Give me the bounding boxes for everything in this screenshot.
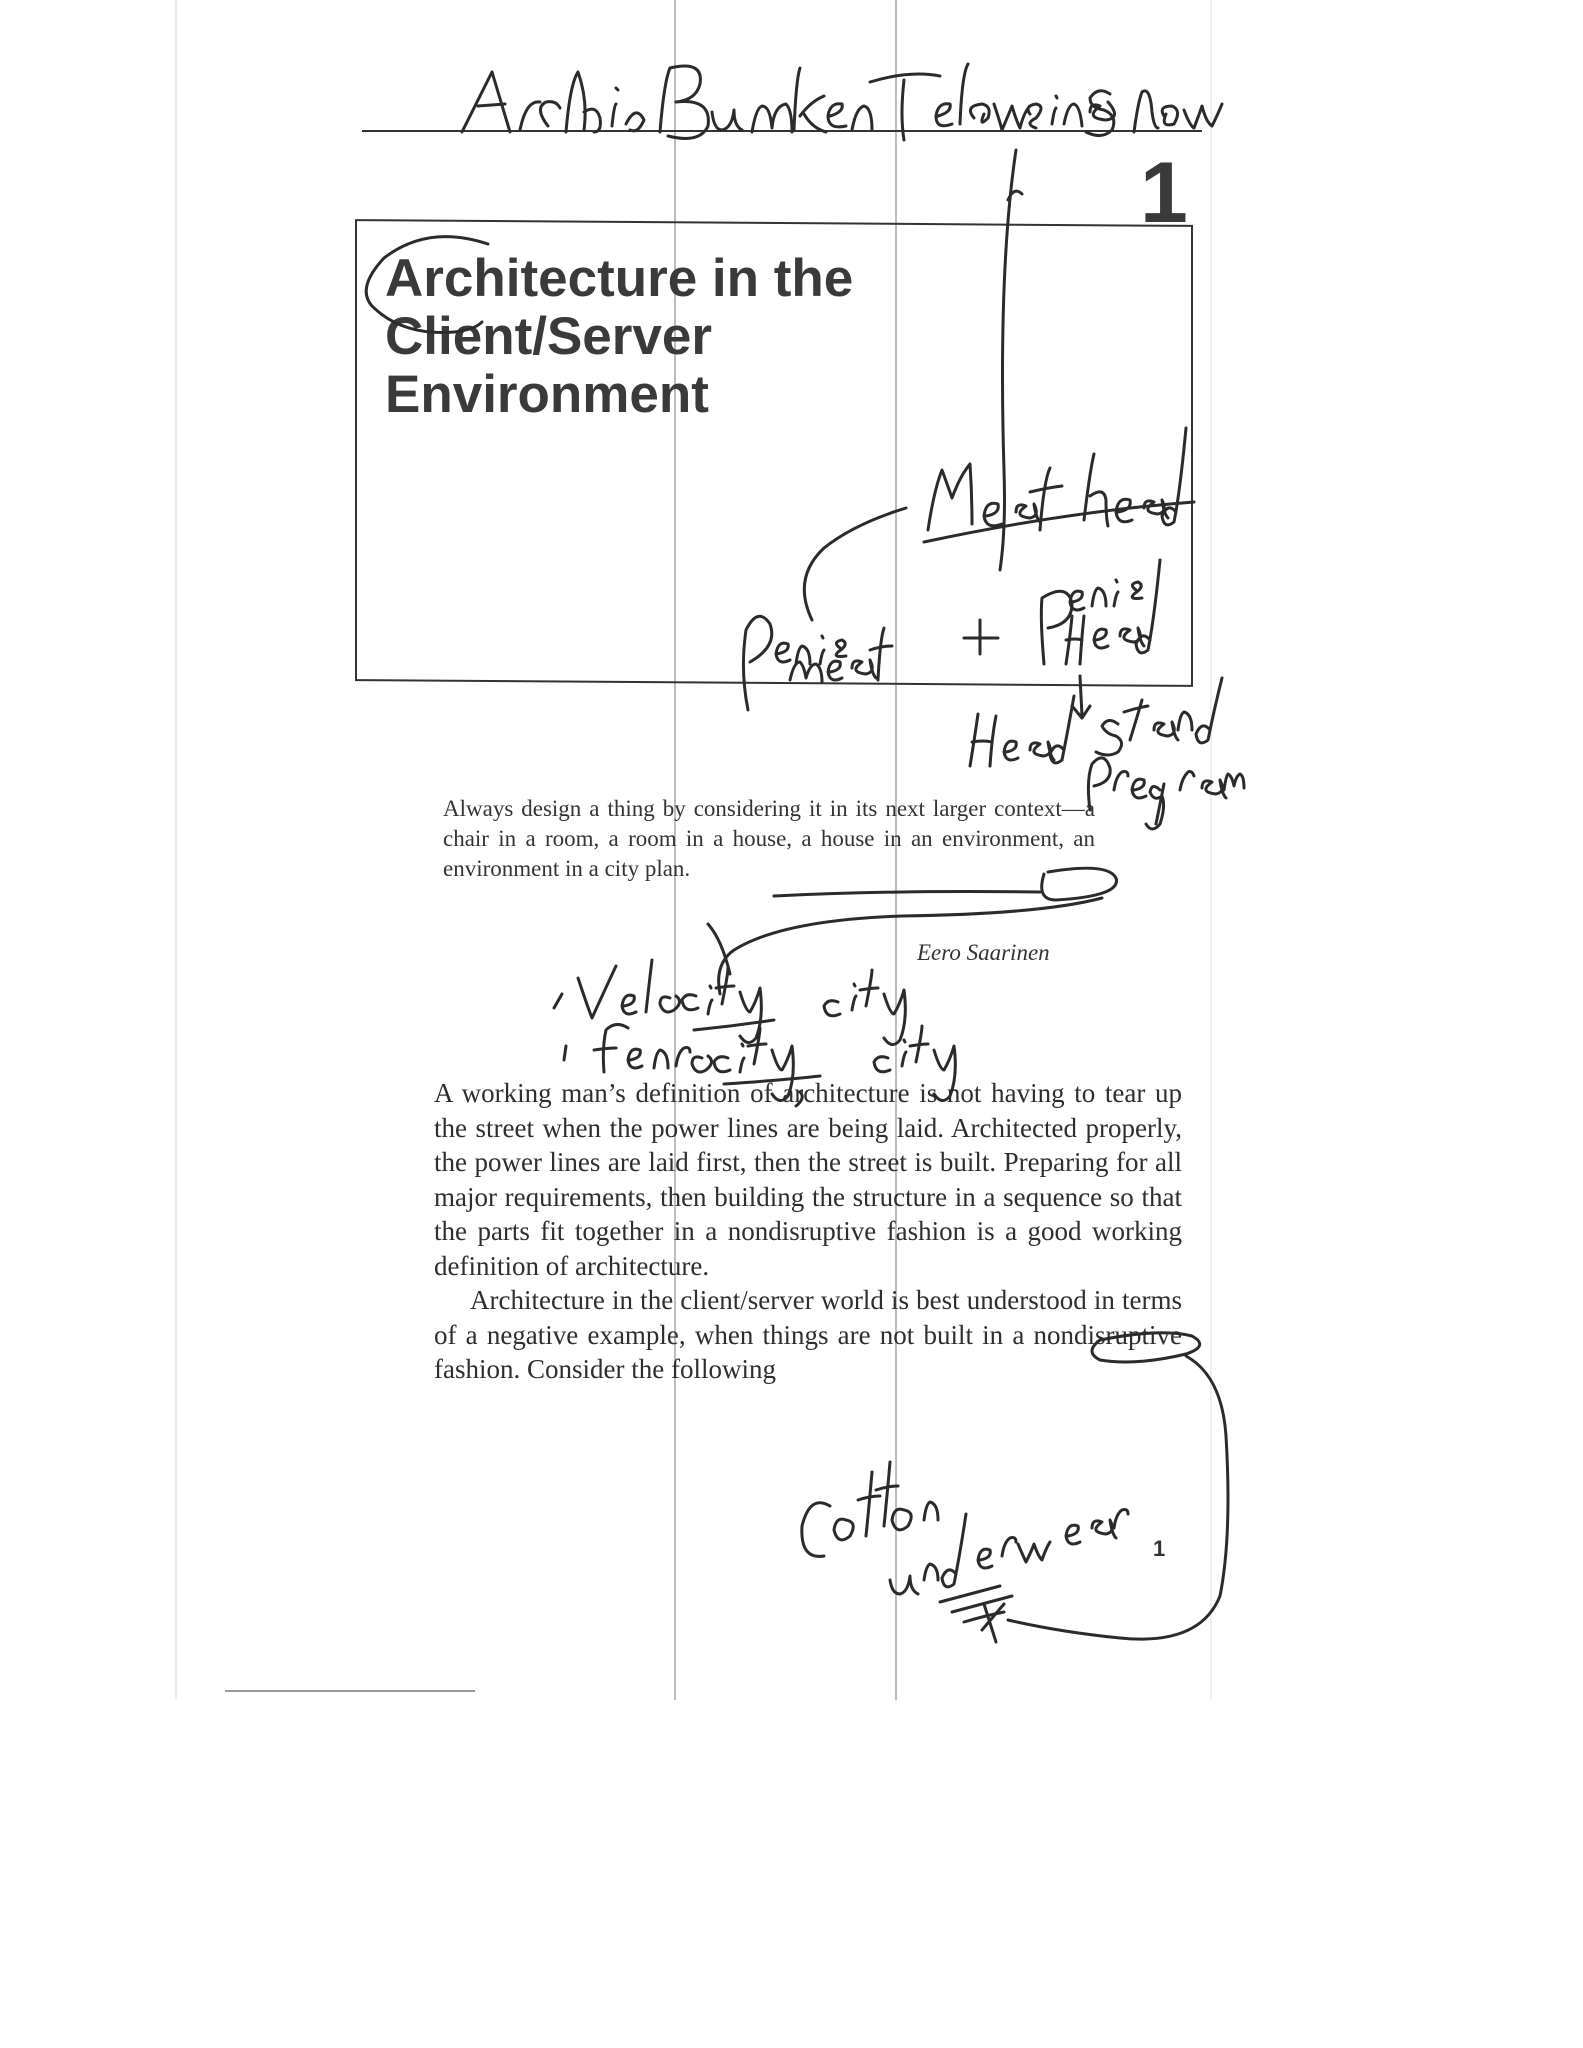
handwriting-show-title <box>462 64 1222 140</box>
handwriting-velocity <box>554 960 905 1045</box>
annotation-loop <box>1008 1356 1228 1639</box>
body-paragraph: Architecture in the client/server world is best understood in terms of a negative example, when things are not built in a nondisruptive fashion. Consider the following <box>434 1285 1182 1384</box>
chapter-number: 1 <box>1140 145 1188 241</box>
epigraph-attribution: Eero Saarinen <box>917 940 1050 965</box>
chapter-title-line: Client/Server <box>385 307 712 366</box>
page-number: 1 <box>1153 1536 1166 1561</box>
epigraph-quote: Always design a thing by considering it in its next larger context—a chair in a room, a room in a house, a house in an environment, an environment in a city plan. <box>443 796 1095 881</box>
chapter-title-line: Environment <box>385 365 709 424</box>
header-rule <box>362 130 1202 132</box>
chapter-title-line: Architecture in the <box>385 249 854 308</box>
annotation-underline <box>774 892 1040 897</box>
page-edge <box>175 0 177 1700</box>
body-text <box>434 1076 1182 1387</box>
page-edge <box>1210 0 1212 1700</box>
scan-edge-line <box>225 1690 475 1692</box>
body-paragraph: A working man’s definition of architecture is not having to tear up the street when the power lines are being laid. Architected properly, the power lines are laid first, then the street is built. Preparing for all major requirements, then building the structure in a sequence so that the parts fit together in a nondisruptive fashion is a good working definition of architecture. <box>434 1078 1182 1281</box>
handwriting-cotton-underwear <box>802 1462 1128 1642</box>
chapter-title <box>385 250 905 424</box>
